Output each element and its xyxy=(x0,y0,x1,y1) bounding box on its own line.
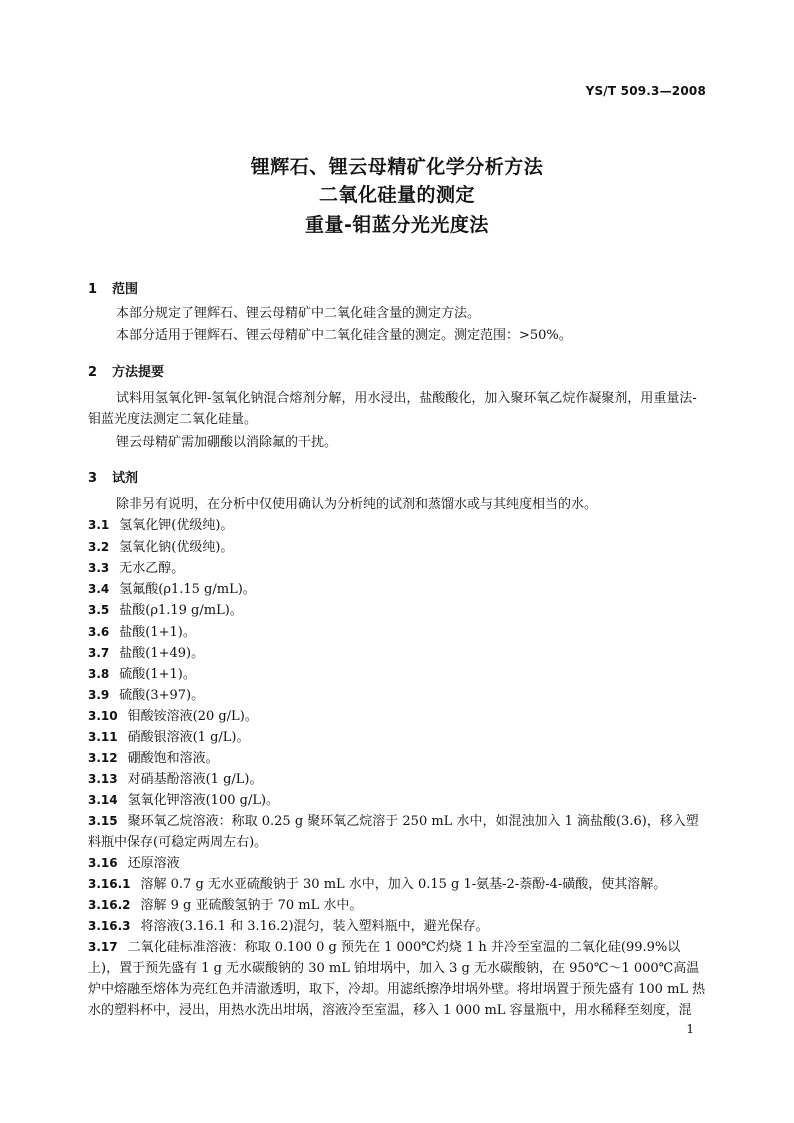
section-2-heading xyxy=(88,361,164,380)
page-number: 1 xyxy=(686,1022,694,1036)
section-1-paragraph-2: 本部分适用于锂辉石、锂云母精矿中二氧化硅含量的测定。测定范围：>50%。 xyxy=(116,328,572,343)
standard-code: YS/T 509.3—2008 xyxy=(585,84,706,98)
section-3-intro: 除非另有说明，在分析中仅使用确认为分析纯的试剂和蒸馏水或与其纯度相当的水。 xyxy=(116,497,598,512)
title-line-2: 二氧化硅量的测定 xyxy=(318,184,475,206)
reagent-item: 3.6 盐酸(1+1)。 xyxy=(88,625,196,640)
reagent-item: 3.15 聚环氧乙烷溶液：称取 0.25 g 聚环氧乙烷溶于 250 mL 水中，如混浊加入 1 滴盐酸(3.6)，移入塑料瓶中保存(可稳定两周左右)。 xyxy=(88,814,699,850)
reagent-item: 3.17 二氧化硅标准溶液：称取 0.100 0 g 预先在 1 000℃灼烧 1 h 并冷至室温的二氧化硅(99.9%以上)，置于预先盛有 1 g 无水碳酸钠的 30 mL 铂坩埚中，加入 3 g 无水碳酸钠，在 950℃～1 000℃高温炉中熔融至熔体为亮红色并清澈透明，取下，冷却。用滤纸擦净坩埚外壁。将坩埚置于预先盛有 100 mL 热水的塑料杯中，浸出，用热水洗出坩埚，溶液冷至室温，移入 1 000 mL 容量瓶中，用水稀释至刻度，混 xyxy=(88,940,706,1018)
section-number: 3 xyxy=(88,471,98,486)
reagent-item: 3.16.3 将溶液(3.16.1 和 3.16.2)混匀，装入塑料瓶中，避光保存。 xyxy=(88,919,489,934)
section-3-heading xyxy=(88,467,138,486)
reagent-item: 3.16 还原溶液 xyxy=(88,856,180,871)
section-1-paragraph-1: 本部分规定了锂辉石、锂云母精矿中二氧化硅含量的测定方法。 xyxy=(116,306,481,321)
reagent-item: 3.12 硼酸饱和溶液。 xyxy=(88,751,219,766)
reagent-item: 3.3 无水乙醇。 xyxy=(88,561,185,576)
section-title: 范围 xyxy=(112,282,139,297)
title-line-1: 锂辉石、锂云母精矿化学分析方法 xyxy=(250,156,544,178)
reagent-item: 3.11 硝酸银溶液(1 g/L)。 xyxy=(88,730,250,745)
section-number: 2 xyxy=(88,365,98,380)
title-line-3: 重量-钼蓝分光光度法 xyxy=(305,214,489,236)
section-number: 1 xyxy=(88,282,98,297)
reagent-item: 3.16.1 溶解 0.7 g 无水亚硫酸钠于 30 mL 水中，加入 0.15 g 1-氨基-2-萘酚-4-磺酸，使其溶解。 xyxy=(88,877,667,892)
reagent-item: 3.13 对硝基酚溶液(1 g/L)。 xyxy=(88,772,263,787)
section-title: 试剂 xyxy=(112,471,139,486)
section-1-heading xyxy=(88,278,138,297)
reagent-item: 3.9 硫酸(3+97)。 xyxy=(88,688,205,703)
reagent-item: 3.16.2 溶解 9 g 亚硫酸氢钠于 70 mL 水中。 xyxy=(88,898,363,913)
reagent-item: 3.5 盐酸(ρ1.19 g/mL)。 xyxy=(88,603,243,618)
section-title: 方法提要 xyxy=(112,365,165,380)
section-2-paragraph-2: 锂云母精矿需加硼酸以消除氟的干扰。 xyxy=(116,435,338,450)
reagent-item: 3.8 硫酸(1+1)。 xyxy=(88,667,196,682)
reagent-item: 3.10 钼酸铵溶液(20 g/L)。 xyxy=(88,709,258,724)
reagent-item: 3.2 氢氧化钠(优级纯)。 xyxy=(88,540,234,555)
reagent-item: 3.1 氢氧化钾(优级纯)。 xyxy=(88,518,234,533)
section-2-paragraph-1: 试料用氢氧化钾-氢氧化钠混合熔剂分解，用水浸出，盐酸酸化，加入聚环氧乙烷作凝聚剂，用重量法-钼蓝光度法测定二氧化硅量。 xyxy=(88,391,697,427)
reagent-item: 3.14 氢氧化钾溶液(100 g/L)。 xyxy=(88,793,280,808)
reagent-item: 3.4 氢氟酸(ρ1.15 g/mL)。 xyxy=(88,582,256,597)
reagent-item: 3.7 盐酸(1+49)。 xyxy=(88,646,205,661)
